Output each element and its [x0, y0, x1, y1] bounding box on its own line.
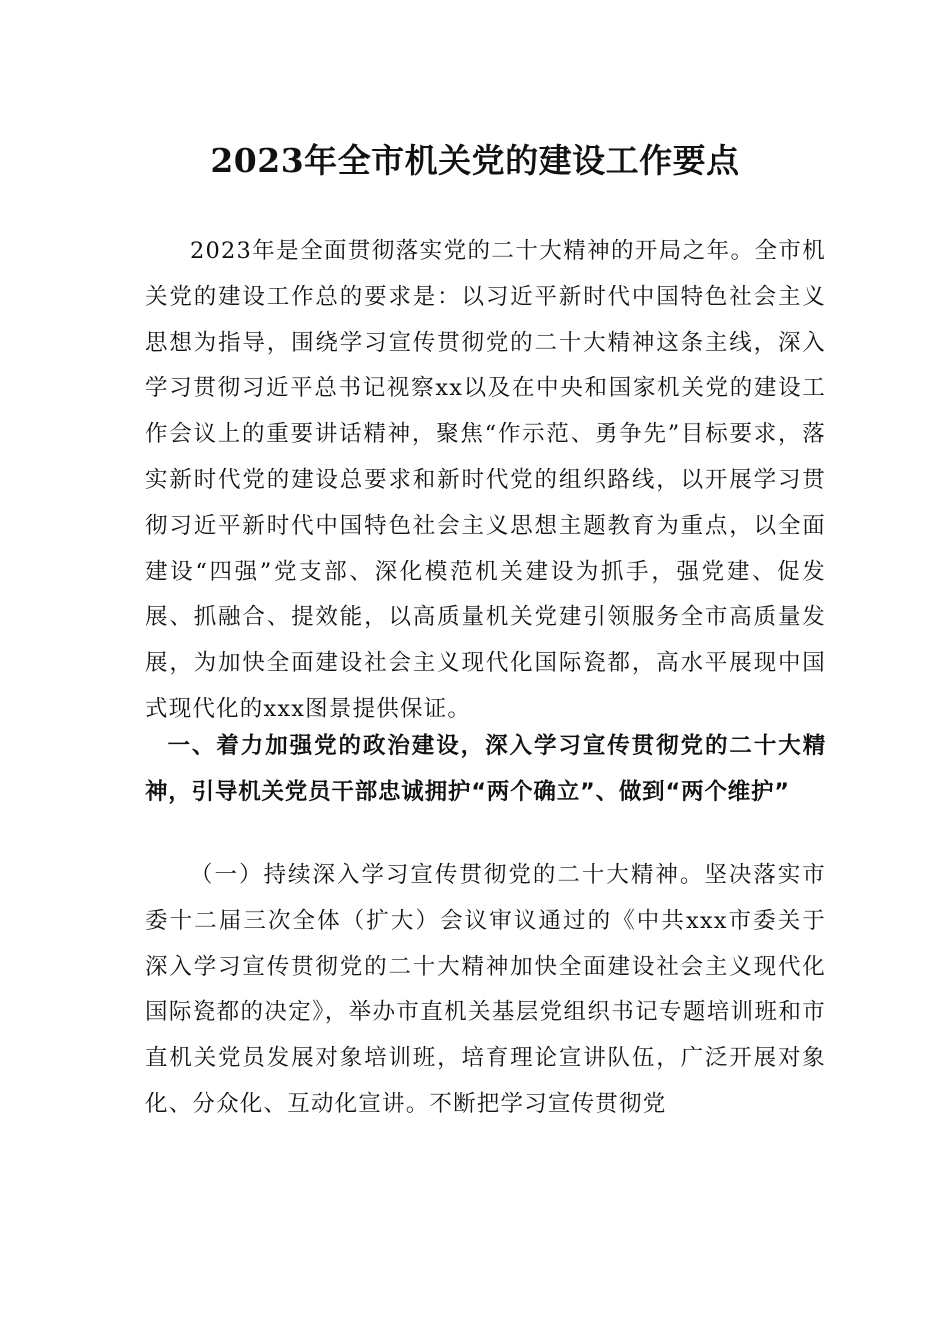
section-heading: 一、着力加强党的政治建设，深入学习宣传贯彻党的二十大精神，引导机关党员干部忠诚拥护“两个确立”、做到“两个维护” [145, 733, 826, 805]
document-title: 2023年全市机关党的建设工作要点 [210, 141, 740, 180]
subsection-paragraph: （一）持续深入学习宣传贯彻党的二十大精神。坚决落实市委十二届三次全体（扩大）会议审议通过的《中共xxx市委关于深入学习宣传贯彻党的二十大精神加快全面建设社会主义现代化国际瓷都的决定》，举办市直机关基层党组织书记专题培训班和市直机关党员发展对象培训班，培育理论宣讲队伍，广泛开展对象化、分众化、互动化宣讲。不断把学习宣传贯彻党 [145, 862, 826, 1117]
intro-paragraph: 2023年是全面贯彻落实党的二十大精神的开局之年。全市机关党的建设工作总的要求是：以习近平新时代中国特色社会主义思想为指导，围绕学习宣传贯彻党的二十大精神这条主线，深入学习贯彻习近平总书记视察xx以及在中央和国家机关党的建设工作会议上的重要讲话精神，聚焦“作示范、勇争先”目标要求，落实新时代党的建设总要求和新时代党的组织路线，以开展学习贯彻习近平新时代中国特色社会主义思想主题教育为重点，以全面建设“四强”党支部、深化模范机关建设为抓手，强党建、促发展、抓融合、提效能，以高质量机关党建引领服务全市高质量发展，为加快全面建设社会主义现代化国际瓷都，高水平展现中国式现代化的xxx图景提供保证。 [145, 238, 826, 722]
